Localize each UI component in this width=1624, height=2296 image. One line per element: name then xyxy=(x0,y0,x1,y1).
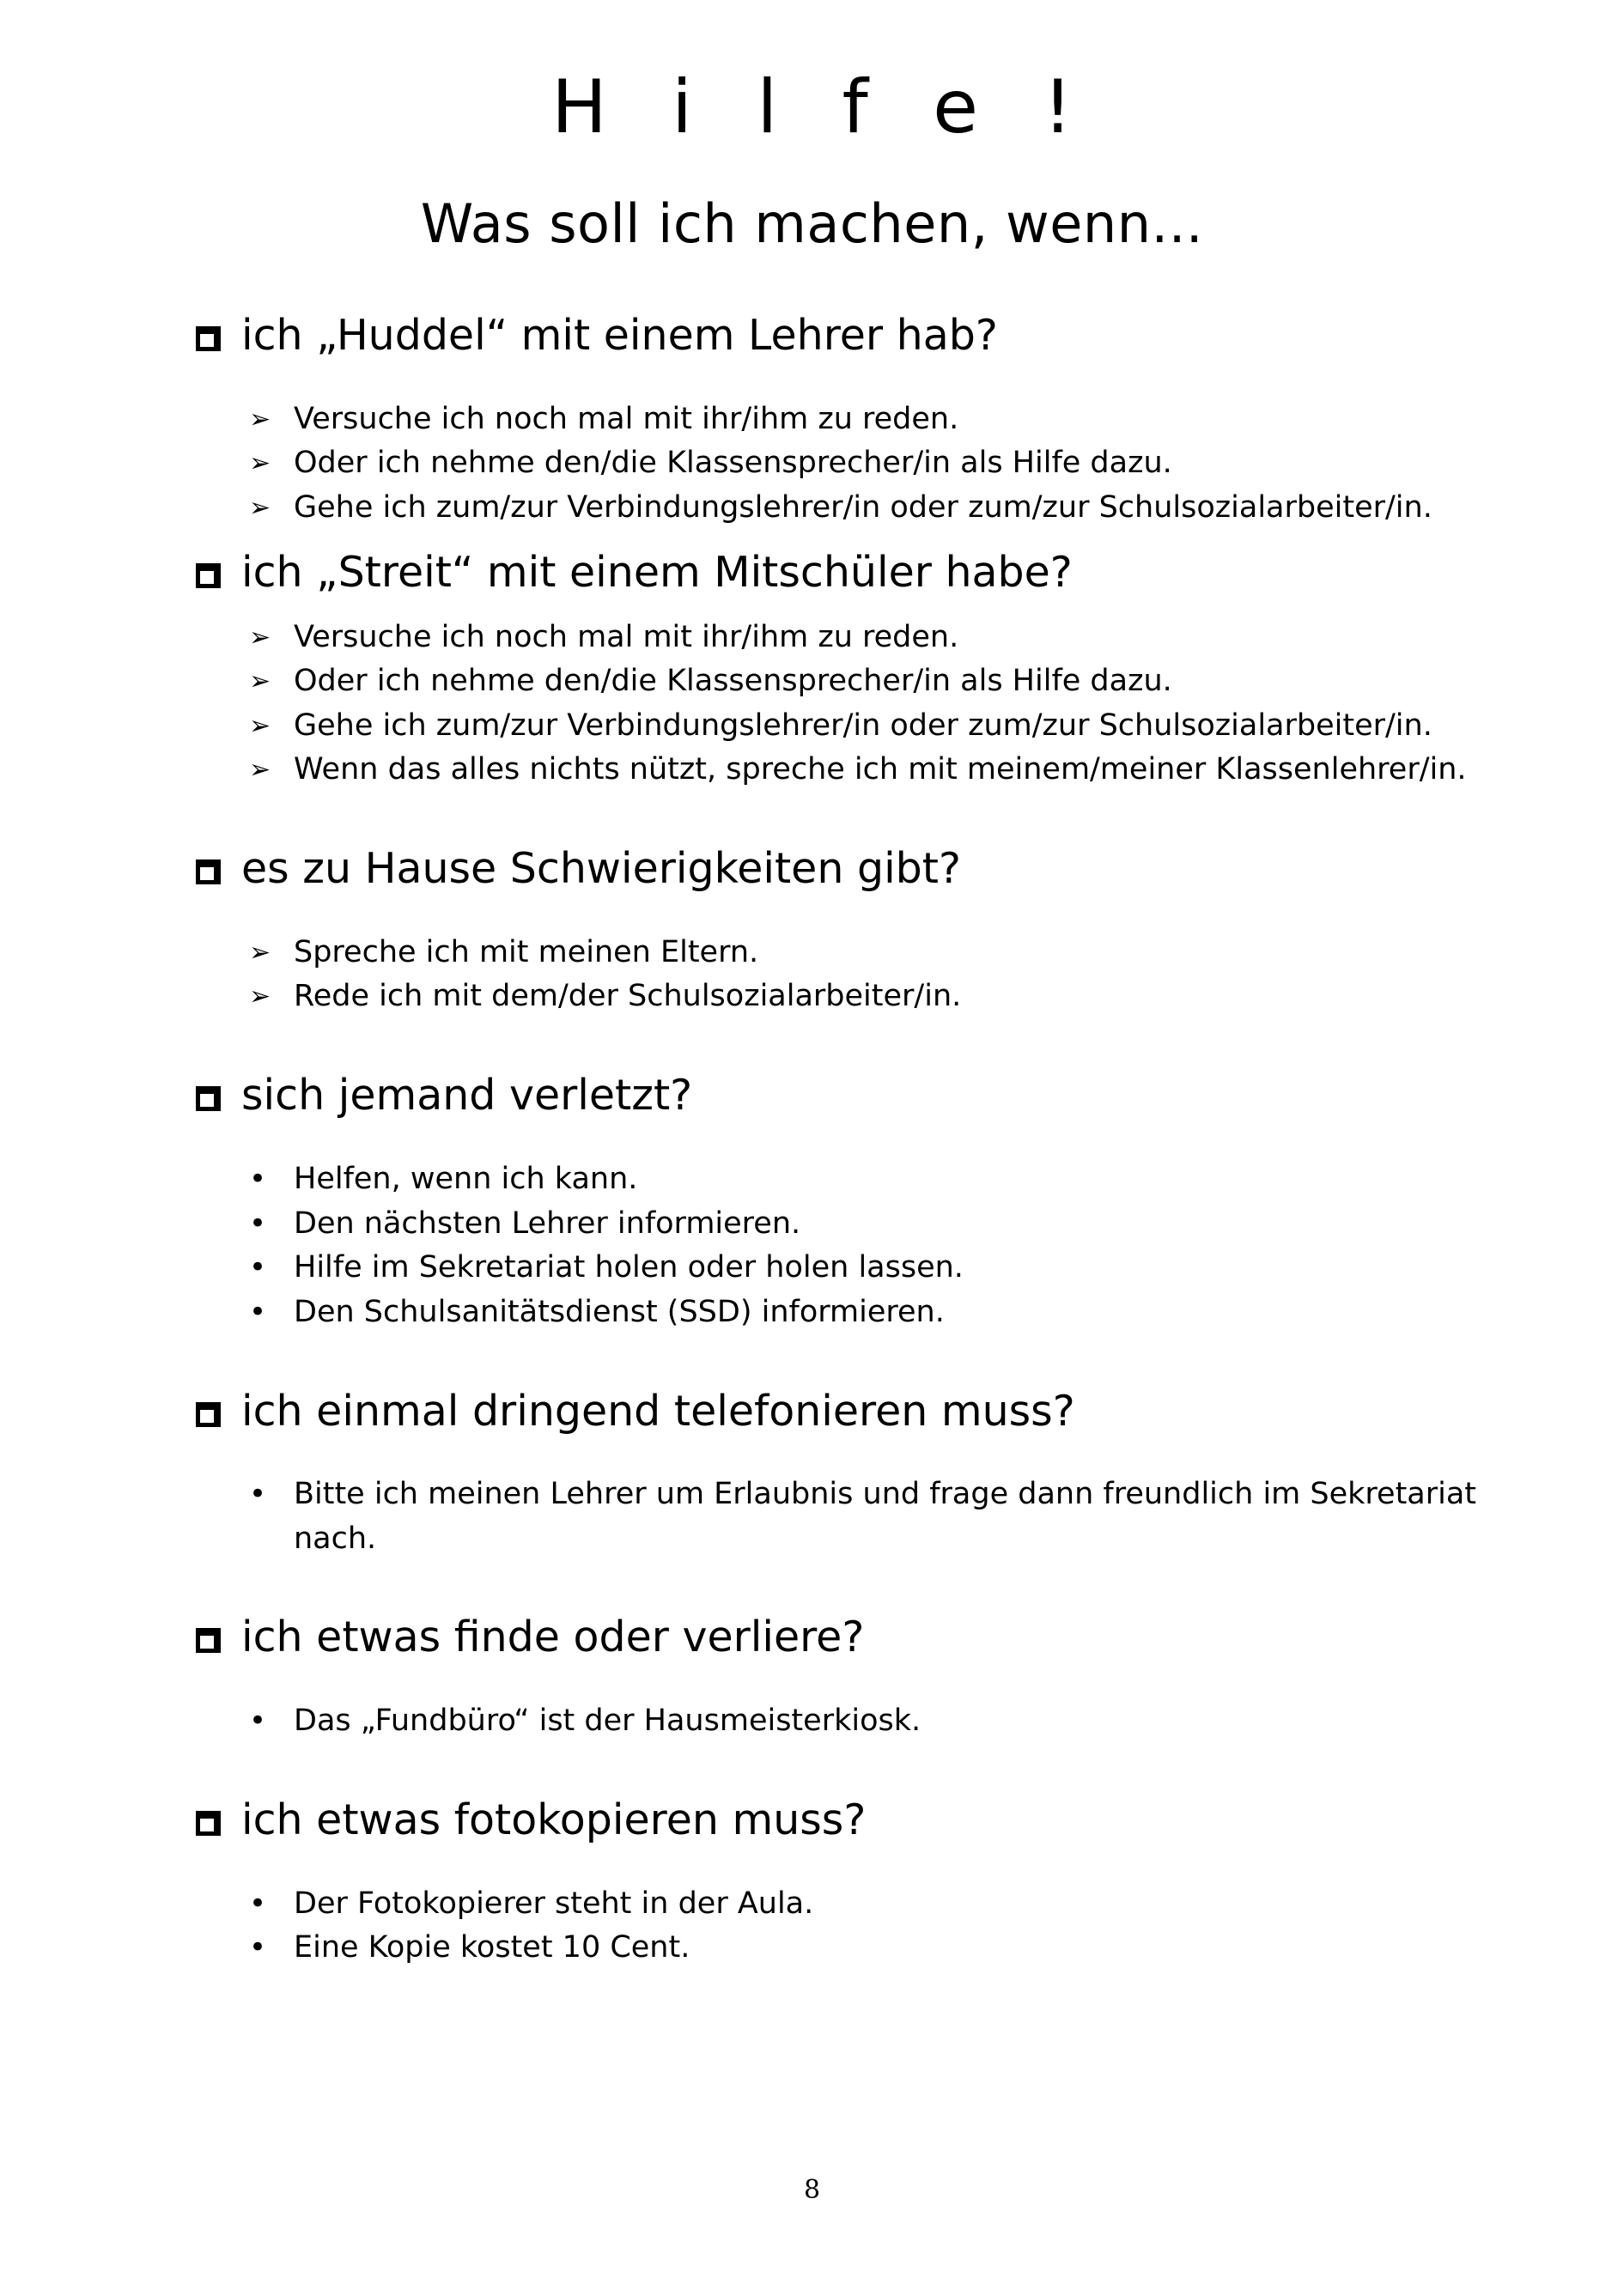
dot-bullet-icon: • xyxy=(249,1930,267,1965)
page-title: H i l f e ! xyxy=(551,64,1093,150)
answer-list-item xyxy=(0,441,1624,486)
answer-list-item-label: Rede ich mit dem/der Schulsozialarbeiter/in. xyxy=(294,979,962,1014)
question-heading xyxy=(0,1614,1624,1661)
answer-list-item-label: Wenn das alles nichts nützt, spreche ich mit meinem/meiner Klassenlehrer/in. xyxy=(294,752,1467,787)
dot-bullet-icon: • xyxy=(249,1294,267,1329)
answer-list-item xyxy=(0,1246,1624,1291)
answer-list-item xyxy=(0,398,1624,442)
answer-list xyxy=(0,1473,1624,1561)
answer-list-item-label: Den nächsten Lehrer informieren. xyxy=(294,1206,801,1241)
answer-list-item-label: Versuche ich noch mal mit ihr/ihm zu reden. xyxy=(294,619,959,654)
answer-list xyxy=(0,931,1624,1019)
answer-list-item xyxy=(0,931,1624,975)
question-section xyxy=(0,1388,1624,1562)
answer-list-item xyxy=(0,1926,1624,1971)
answer-list-item xyxy=(0,486,1624,531)
checkbox-icon[interactable] xyxy=(196,326,221,351)
section-spacer xyxy=(0,793,1624,846)
arrow-bullet-icon: ➢ xyxy=(249,493,271,524)
page-number: 8 xyxy=(803,2175,821,2205)
arrow-bullet-icon: ➢ xyxy=(249,937,271,968)
question-heading xyxy=(0,547,1624,597)
checkbox-icon[interactable] xyxy=(196,859,221,884)
answer-list-item xyxy=(0,975,1624,1019)
arrow-bullet-icon: ➢ xyxy=(249,622,271,653)
answer-list-item-label: Gehe ich zum/zur Verbindungslehrer/in oder zum/zur Schulsozialarbeiter/in. xyxy=(294,708,1432,743)
section-spacer xyxy=(0,531,1624,550)
answer-list xyxy=(0,1699,1624,1744)
question-heading xyxy=(0,313,1624,360)
sections-container xyxy=(0,251,1624,1971)
heading-spacer xyxy=(0,1435,1624,1473)
answer-list-item xyxy=(0,616,1624,660)
question-section xyxy=(0,843,1624,1019)
answer-list-item xyxy=(0,1699,1624,1744)
answer-list xyxy=(0,1882,1624,1971)
question-heading xyxy=(0,843,1624,893)
answer-list-item xyxy=(0,1202,1624,1247)
answer-list-item xyxy=(0,704,1624,749)
checkbox-icon[interactable] xyxy=(196,1628,221,1653)
section-spacer xyxy=(0,1335,1624,1388)
answer-list-item-label: Hilfe im Sekretariat holen oder holen lassen. xyxy=(294,1250,964,1285)
heading-spacer xyxy=(0,1120,1624,1157)
answer-list xyxy=(0,398,1624,531)
checkbox-icon[interactable] xyxy=(196,1086,221,1111)
heading-spacer xyxy=(0,597,1624,616)
page-subtitle: Was soll ich machen, wenn... xyxy=(420,192,1204,255)
heading-spacer xyxy=(0,1661,1624,1699)
answer-list-item-label: Das „Fundbüro“ ist der Hausmeisterkiosk. xyxy=(294,1704,921,1739)
arrow-bullet-icon: ➢ xyxy=(249,755,271,786)
question-heading-label: es zu Hause Schwierigkeiten gibt? xyxy=(241,843,962,893)
dot-bullet-icon: • xyxy=(249,1206,267,1241)
dot-bullet-icon: • xyxy=(249,1161,267,1196)
answer-list-item-label: Oder ich nehme den/die Klassensprecher/in als Hilfe dazu. xyxy=(294,664,1172,699)
checkbox-icon[interactable] xyxy=(196,563,221,588)
arrow-bullet-icon: ➢ xyxy=(249,404,271,434)
question-heading-label: ich „Huddel“ mit einem Lehrer hab? xyxy=(241,311,998,360)
question-section xyxy=(0,1072,1624,1335)
checkbox-icon[interactable] xyxy=(196,1402,221,1427)
answer-list-item-label: Helfen, wenn ich kann. xyxy=(294,1161,638,1196)
answer-list-item xyxy=(0,1473,1624,1561)
answer-list xyxy=(0,616,1624,793)
heading-spacer xyxy=(0,1844,1624,1882)
answer-list-item-label: Oder ich nehme den/die Klassensprecher/in als Hilfe dazu. xyxy=(294,446,1172,481)
dot-bullet-icon: • xyxy=(249,1477,267,1512)
arrow-bullet-icon: ➢ xyxy=(249,981,271,1012)
question-heading-label: ich „Streit“ mit einem Mitschüler habe? xyxy=(241,547,1073,597)
question-section xyxy=(0,547,1624,793)
answer-list-item-label: Den Schulsanitätsdienst (SSD) informieren. xyxy=(294,1294,945,1329)
section-spacer xyxy=(0,1561,1624,1614)
question-section xyxy=(0,1797,1624,1971)
dot-bullet-icon: • xyxy=(249,1886,267,1921)
arrow-bullet-icon: ➢ xyxy=(249,448,271,479)
answer-list-item xyxy=(0,1157,1624,1202)
answer-list xyxy=(0,1157,1624,1335)
answer-list-item xyxy=(0,659,1624,704)
answer-list-item-label: Bitte ich meinen Lehrer um Erlaubnis und frage dann freundlich im Sekretariat nach. xyxy=(294,1477,1477,1556)
answer-list-item xyxy=(0,1882,1624,1927)
arrow-bullet-icon: ➢ xyxy=(249,666,271,697)
section-spacer xyxy=(0,1019,1624,1072)
heading-spacer xyxy=(0,893,1624,931)
question-heading xyxy=(0,1797,1624,1844)
arrow-bullet-icon: ➢ xyxy=(249,710,271,741)
answer-list-item xyxy=(0,1291,1624,1335)
section-spacer xyxy=(0,1744,1624,1797)
answer-list-item-label: Der Fotokopierer steht in der Aula. xyxy=(294,1886,814,1921)
checkbox-icon[interactable] xyxy=(196,1811,221,1836)
question-heading-label: sich jemand verletzt? xyxy=(241,1070,693,1120)
question-section xyxy=(0,313,1624,531)
question-heading-label: ich einmal dringend telefonieren muss? xyxy=(241,1386,1075,1436)
answer-list-item-label: Versuche ich noch mal mit ihr/ihm zu reden. xyxy=(294,401,959,436)
question-heading xyxy=(0,1072,1624,1120)
heading-spacer xyxy=(0,360,1624,398)
question-heading-label: ich etwas fotokopieren muss? xyxy=(241,1795,867,1844)
question-section xyxy=(0,1614,1624,1744)
answer-list-item-label: Gehe ich zum/zur Verbindungslehrer/in oder zum/zur Schulsozialarbeiter/in. xyxy=(294,490,1432,525)
question-heading xyxy=(0,1388,1624,1436)
dot-bullet-icon: • xyxy=(249,1704,267,1739)
answer-list-item-label: Spreche ich mit meinen Eltern. xyxy=(294,934,759,969)
question-heading-label: ich etwas finde oder verliere? xyxy=(241,1613,865,1662)
answer-list-item-label: Eine Kopie kostet 10 Cent. xyxy=(294,1930,690,1965)
dot-bullet-icon: • xyxy=(249,1250,267,1285)
answer-list-item xyxy=(0,748,1624,793)
